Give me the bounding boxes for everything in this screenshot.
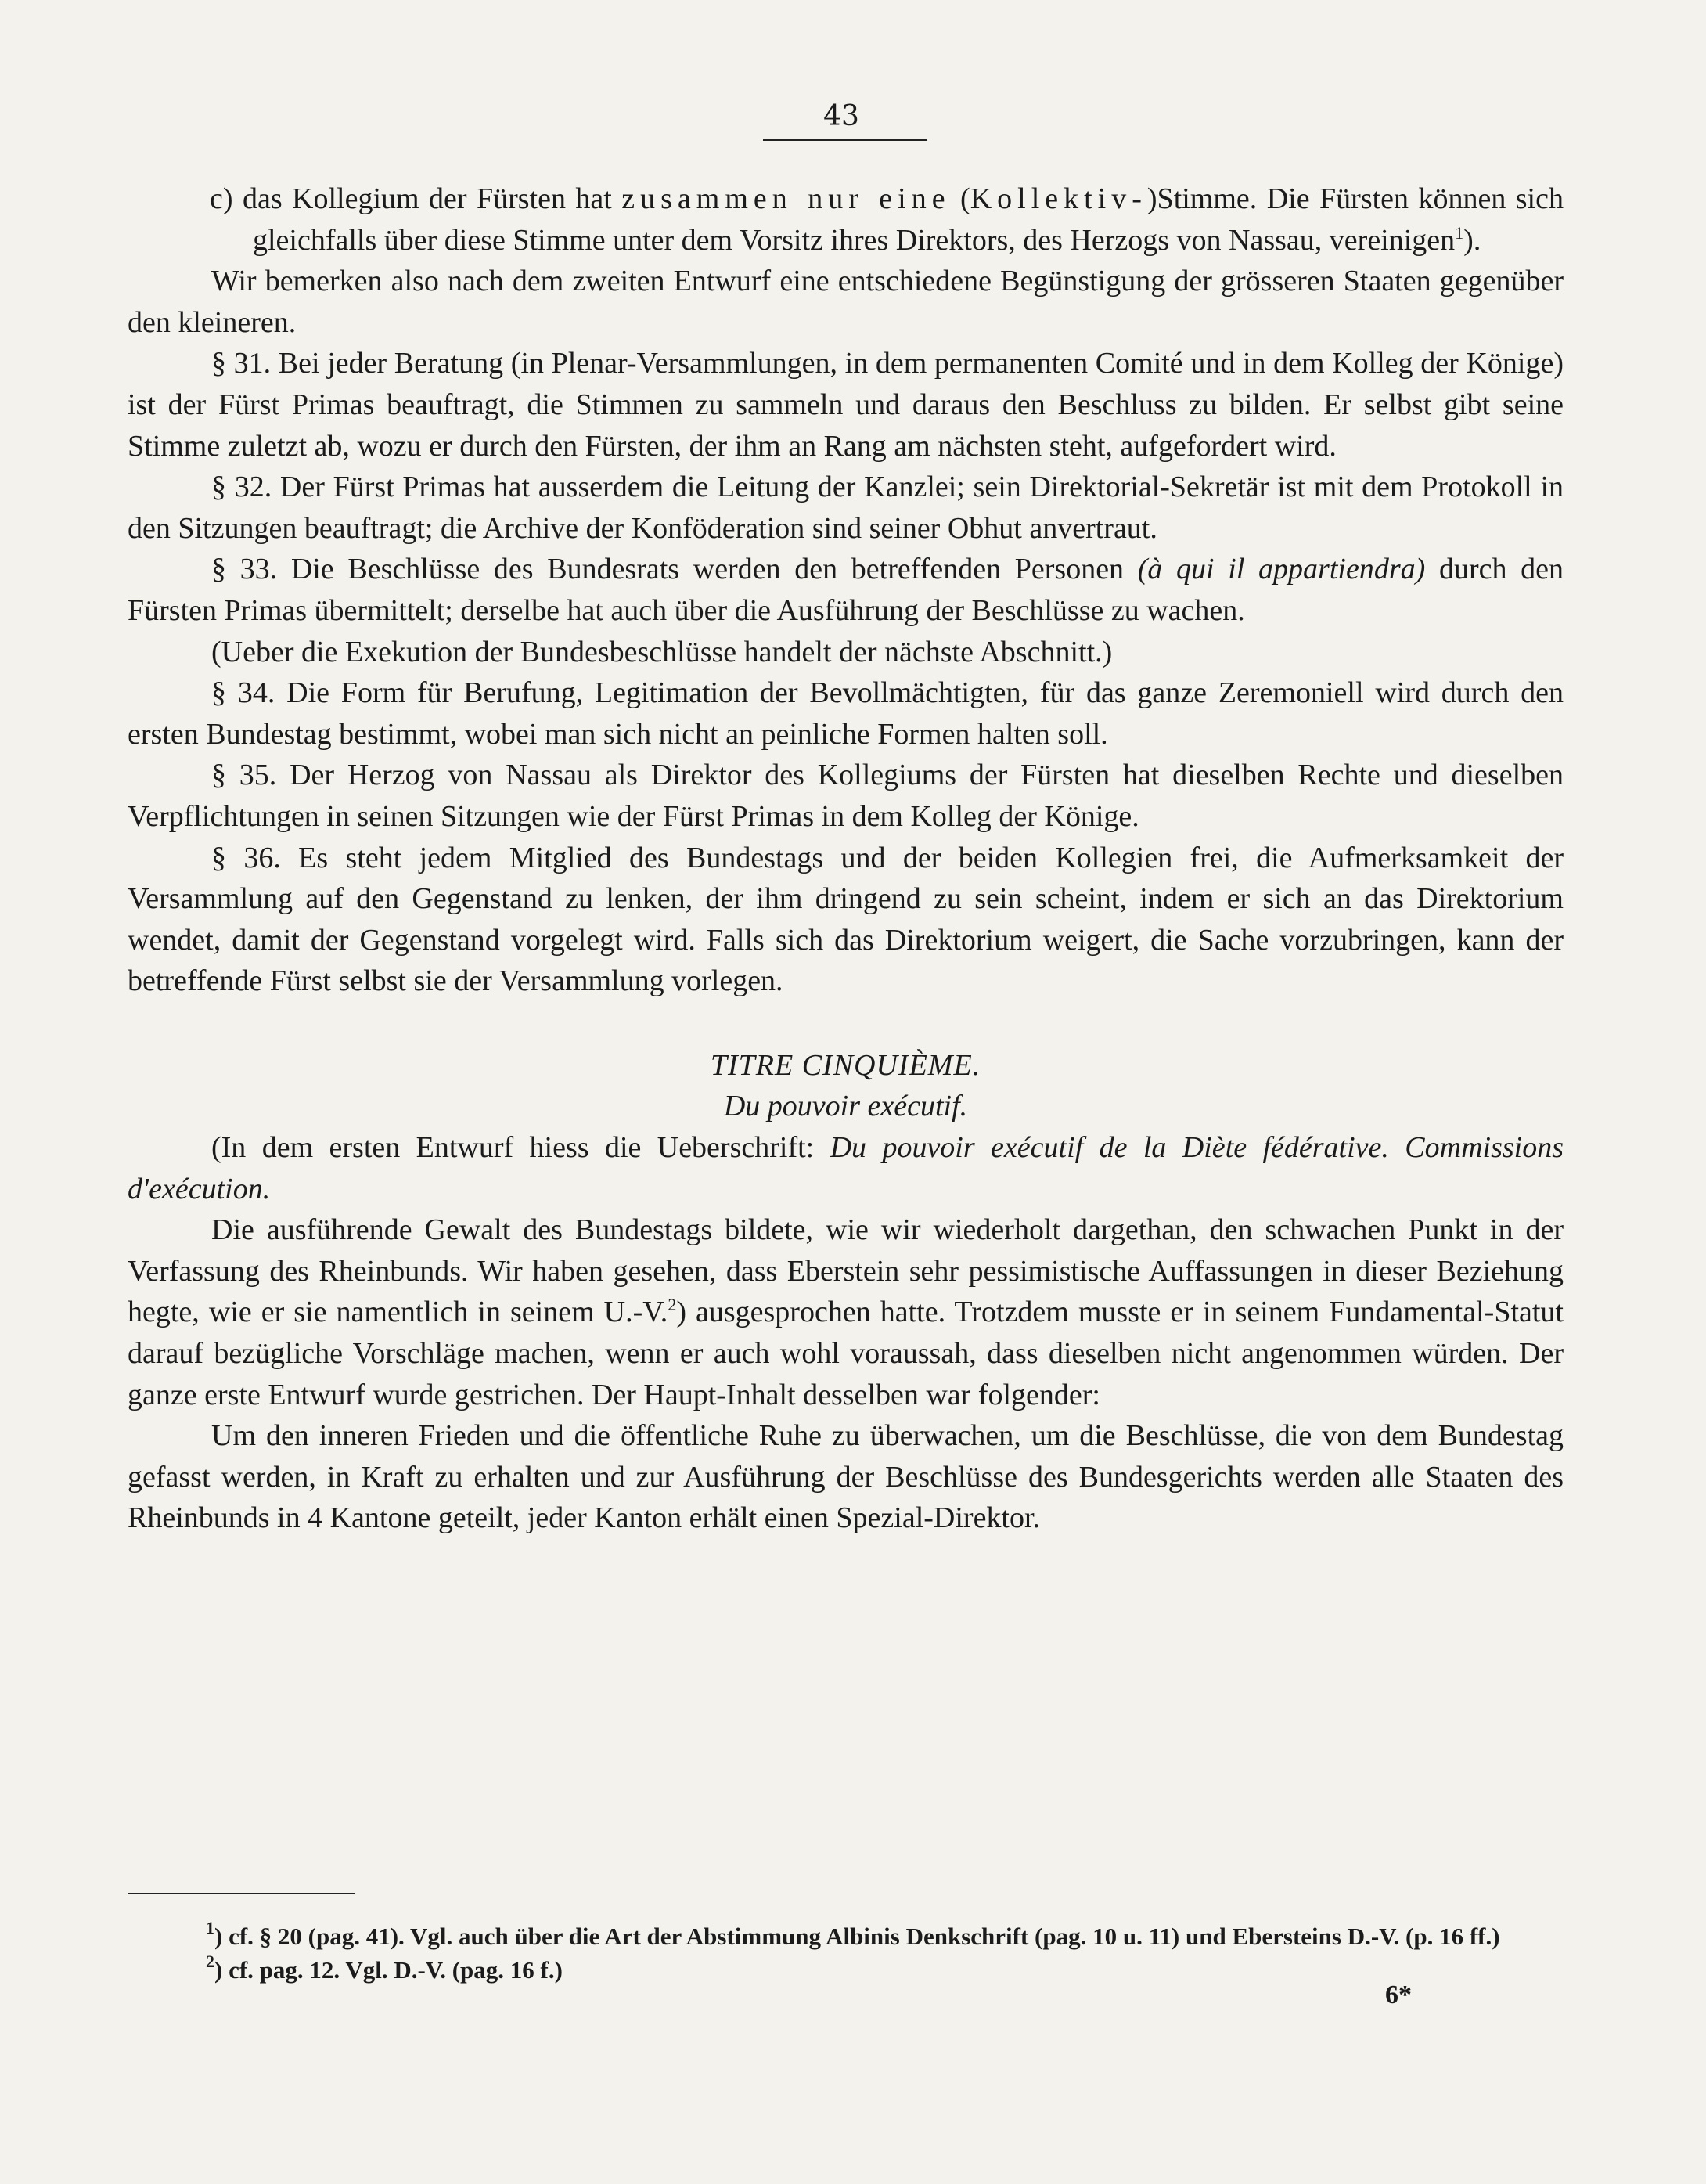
footnote-1: $^1$) cf. § 20 (pag. 41). Vgl. auch über die Art der Abstimmung Albinis Denkschrift (pag. 10 u. 11) und Ebersteins D.-V. (p. 16 ff.): [206, 1918, 1500, 1950]
page-number: 43: [823, 100, 859, 132]
footnote-ref-2: 2: [668, 1295, 677, 1315]
paragraph: Die ausführende Gewalt des Bundestags bildete, wie wir wiederholt dargethan, den schwachen Punkt in der Verfassung des Rheinbunds. Wir haben gesehen, dass Eberstein sehr pessimistische Auffassungen in dieser Beziehung hegte, wie er sie namentlich in seinem U.-V.$^2$) ausgesprochen hatte. Trotzdem musste er in seinem Fundamental-Statut darauf bezügliche Vorschläge machen, wenn er auch wohl voraussah, dass dieselben nicht angenommen würden. Der ganze erste Entwurf wurde gestrichen. Der Haupt-Inhalt desselben war folgender:: [128, 1213, 1564, 1411]
footnote-ref-1: 1: [1455, 222, 1464, 243]
paragraph-section-36: § 36. Es steht jedem Mitglied des Bundestags und der beiden Kollegien frei, die Aufmerksamkeit der Versammlung auf den Gegenstand zu lenken, der ihm dringend zu sein scheint, indem er sich an das Direktorium wendet, damit der Gegenstand vorgelegt wird. Falls sich das Direktorium weigert, die Sache vorzubringen, kann der betreffende Fürst selbst sie der Versammlung vorlegen.: [128, 841, 1564, 998]
header-rule: [763, 139, 927, 141]
paragraph: Wir bemerken also nach dem zweiten Entwurf eine entschiedene Begünstigung der grösseren Staaten gegenüber den kleineren.: [128, 265, 1564, 339]
paragraph: Um den inneren Frieden und die öffentliche Ruhe zu überwachen, um die Beschlüsse, die von dem Bundestag gefasst werden, in Kraft zu erhalten und zur Ausführung der Beschlüsse des Bundesgerichts werden alle Staaten des Rheinbunds in 4 Kantone geteilt, jeder Kanton erhält einen Spezial-Direktor.: [128, 1419, 1564, 1535]
paragraph-section-33: § 33. Die Beschlüsse des Bundesrats werden den betreffenden Personen (à qui il appartiendra) durch den Fürsten Primas übermittelt; derselbe hat auch über die Ausführung der Beschlüsse zu wachen.: [128, 553, 1564, 627]
paragraph-section-34: § 34. Die Form für Berufung, Legitimation der Bevollmächtigten, für das ganze Zeremoniell wird durch den ersten Bundestag bestimmt, wobei man sich nicht an peinliche Formen halten soll.: [128, 676, 1564, 751]
paragraph: (In dem ersten Entwurf hiess die Ueberschrift: Du pouvoir exécutif de la Diète fédérative. Commissions d'exécution.: [128, 1131, 1564, 1206]
footnote-rule: [128, 1893, 355, 1894]
section-subheading: Du pouvoir exécutif.: [723, 1090, 968, 1123]
sheet-signature: 6*: [1385, 1980, 1412, 2009]
section-heading: TITRE CINQUIÈME.: [710, 1048, 981, 1082]
footnotes: [128, 1919, 1564, 1987]
main-text: [128, 178, 1564, 1539]
paragraph-section-35: § 35. Der Herzog von Nassau als Direktor des Kollegiums der Fürsten hat dieselben Rechte und dieselben Verpflichtungen in seinen Sitzungen wie der Fürst Primas in dem Kolleg der Könige.: [128, 759, 1564, 833]
paragraph: (Ueber die Exekution der Bundesbeschlüsse handelt der nächste Abschnitt.): [211, 635, 1113, 669]
footnote-2: $^2$) cf. pag. 12. Vgl. D.-V. (pag. 16 f.): [206, 1952, 563, 1984]
paragraph-section-32: § 32. Der Fürst Primas hat ausserdem die Leitung der Kanzlei; sein Direktorial-Sekretär ist mit dem Protokoll in den Sitzungen beauftragt; die Archive der Konföderation sind seiner Obhut anvertraut.: [128, 470, 1564, 545]
paragraph-section-31: § 31. Bei jeder Beratung (in Plenar-Versammlungen, in dem permanenten Comité und in dem Kolleg der Könige) ist der Fürst Primas beauftragt, die Stimmen zu sammeln und daraus den Beschluss zu bilden. Er selbst gibt seine Stimme zuletzt ab, wozu er durch den Fürsten, der ihm an Rang am nächsten steht, aufgefordert wird.: [128, 347, 1564, 463]
paragraph-c: c) das Kollegium der Fürsten hat zusammen nur eine (Kollektiv-)Stimme. Die Fürsten können sich gleichfalls über diese Stimme unter dem Vorsitz ihres Direktors, des Herzogs von Nassau, vereinigen$^1$).: [210, 182, 1564, 257]
